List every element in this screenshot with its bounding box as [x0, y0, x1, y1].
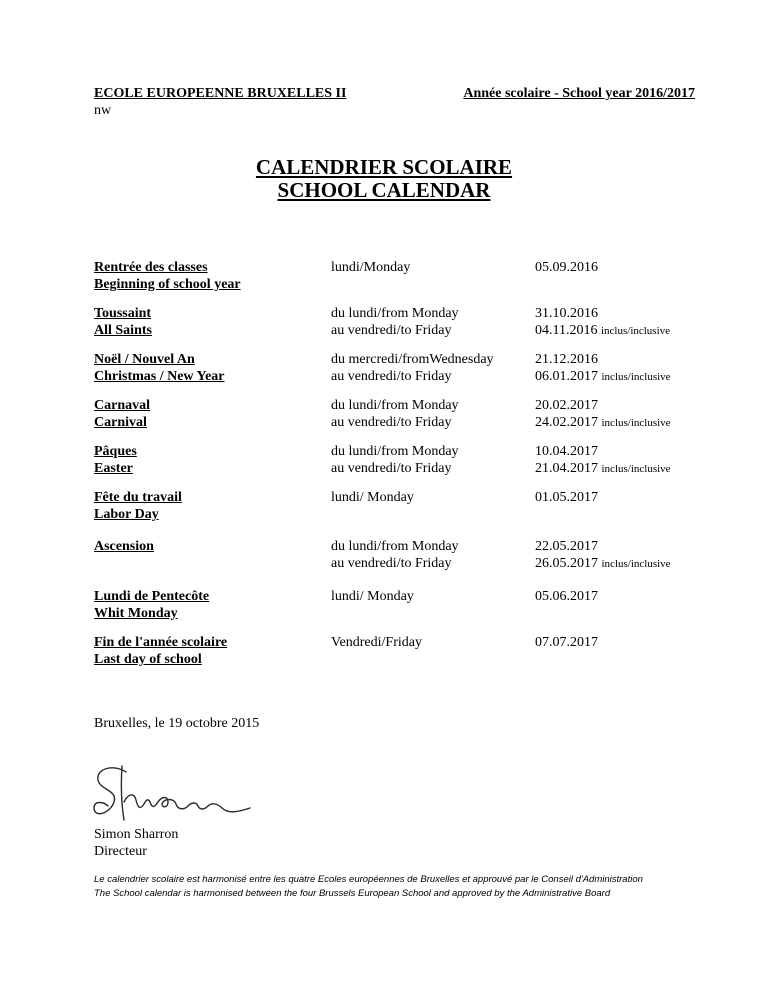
date-from: 20.02.2017: [535, 398, 598, 413]
event-name-fr: Fin de l'année scolaire: [94, 635, 228, 650]
date-to: 26.05.2017: [535, 556, 598, 571]
event-name-en: Labor Day: [94, 507, 159, 522]
day-to: au vendredi/to Friday: [331, 369, 452, 384]
event-name-fr: Noël / Nouvel An: [94, 352, 195, 367]
event-days: [331, 538, 537, 572]
event-dates: [535, 634, 735, 651]
event-name-fr: Fête du travail: [94, 490, 182, 505]
event-name-en: Christmas / New Year: [94, 369, 225, 384]
date-to-line: [535, 555, 735, 573]
day-from: lundi/ Monday: [331, 490, 414, 505]
inclusive-note: inclus/inclusive: [601, 417, 671, 429]
event-days: [331, 351, 537, 385]
event-name: [94, 634, 324, 668]
event-name-fr: Pâques: [94, 444, 137, 459]
day-to: au vendredi/to Friday: [331, 415, 452, 430]
date-from: 10.04.2017: [535, 444, 598, 459]
event-dates: [535, 259, 735, 276]
event-dates: [535, 351, 735, 386]
event-name-en: Last day of school: [94, 652, 202, 667]
signer-name: Simon Sharron: [94, 827, 179, 842]
footnote-fr: Le calendrier scolaire est harmonisé entre les quatre Ecoles européennes de Bruxelles et approuvé par le Conseil d'Administration: [94, 874, 643, 885]
date-from: 05.09.2016: [535, 260, 598, 275]
date-to-line: [535, 322, 735, 340]
day-from: lundi/Monday: [331, 260, 411, 275]
school-name: ECOLE EUROPEENNE BRUXELLES II: [94, 86, 347, 101]
date-to-line: [535, 414, 735, 432]
event-name: [94, 588, 324, 622]
event-days: [331, 259, 537, 276]
date-to: 24.02.2017: [535, 415, 598, 430]
event-name: [94, 259, 324, 293]
event-name: [94, 538, 324, 555]
event-name-en: Beginning of school year: [94, 277, 241, 292]
date-to: 04.11.2016: [535, 323, 598, 338]
event-name: [94, 305, 324, 339]
date-from: 31.10.2016: [535, 306, 598, 321]
school-year: Année scolaire - School year 2016/2017: [463, 86, 695, 101]
event-dates: [535, 489, 735, 506]
event-name-fr: Ascension: [94, 539, 154, 554]
place-and-date: Bruxelles, le 19 octobre 2015: [94, 716, 260, 731]
page-title-en: SCHOOL CALENDAR: [277, 178, 491, 202]
event-name: [94, 397, 324, 431]
event-dates: [535, 588, 735, 605]
event-days: [331, 397, 537, 431]
event-days: [331, 634, 537, 651]
date-from: 07.07.2017: [535, 635, 598, 650]
day-from: du lundi/from Monday: [331, 398, 459, 413]
inclusive-note: inclus/inclusive: [601, 463, 671, 475]
day-to: au vendredi/to Friday: [331, 556, 452, 571]
day-to: au vendredi/to Friday: [331, 323, 452, 338]
day-from: du lundi/from Monday: [331, 444, 459, 459]
date-to-line: [535, 460, 735, 478]
day-from: du lundi/from Monday: [331, 306, 459, 321]
event-name-en: Easter: [94, 461, 133, 476]
day-from: du lundi/from Monday: [331, 539, 459, 554]
event-name-en: Carnival: [94, 415, 147, 430]
inclusive-note: inclus/inclusive: [600, 325, 671, 337]
event-name: [94, 489, 324, 523]
event-name: [94, 351, 324, 385]
date-to: 06.01.2017: [535, 369, 598, 384]
school-code: nw: [94, 103, 112, 118]
event-name-en: All Saints: [94, 323, 152, 338]
event-days: [331, 489, 537, 506]
event-days: [331, 305, 537, 339]
date-to-line: [535, 368, 735, 386]
event-name-fr: Carnaval: [94, 398, 150, 413]
date-to: 21.04.2017: [535, 461, 598, 476]
date-from: 05.06.2017: [535, 589, 598, 604]
event-dates: [535, 397, 735, 432]
event-name-fr: Toussaint: [94, 306, 152, 321]
event-days: [331, 443, 537, 477]
footnote-en: The School calendar is harmonised between the four Brussels European School and approved by the Administrative Board: [94, 888, 611, 899]
event-name-fr: Lundi de Pentecôte: [94, 589, 210, 604]
event-name-en: Whit Monday: [94, 606, 178, 621]
event-dates: [535, 443, 735, 478]
event-name: [94, 443, 324, 477]
date-from: 22.05.2017: [535, 539, 598, 554]
page-title-fr: CALENDRIER SCOLAIRE: [255, 155, 513, 179]
day-from: Vendredi/Friday: [331, 635, 422, 650]
date-from: 01.05.2017: [535, 490, 598, 505]
signer-role: Directeur: [94, 844, 147, 859]
event-dates: [535, 538, 735, 573]
day-to: au vendredi/to Friday: [331, 461, 452, 476]
event-name-fr: Rentrée des classes: [94, 260, 208, 275]
inclusive-note: inclus/inclusive: [601, 558, 671, 570]
day-from: lundi/ Monday: [331, 589, 414, 604]
inclusive-note: inclus/inclusive: [601, 371, 671, 383]
date-from: 21.12.2016: [535, 352, 598, 367]
event-days: [331, 588, 537, 605]
handwritten-signature: [88, 762, 268, 832]
day-from: du mercredi/fromWednesday: [331, 352, 494, 367]
event-dates: [535, 305, 735, 340]
